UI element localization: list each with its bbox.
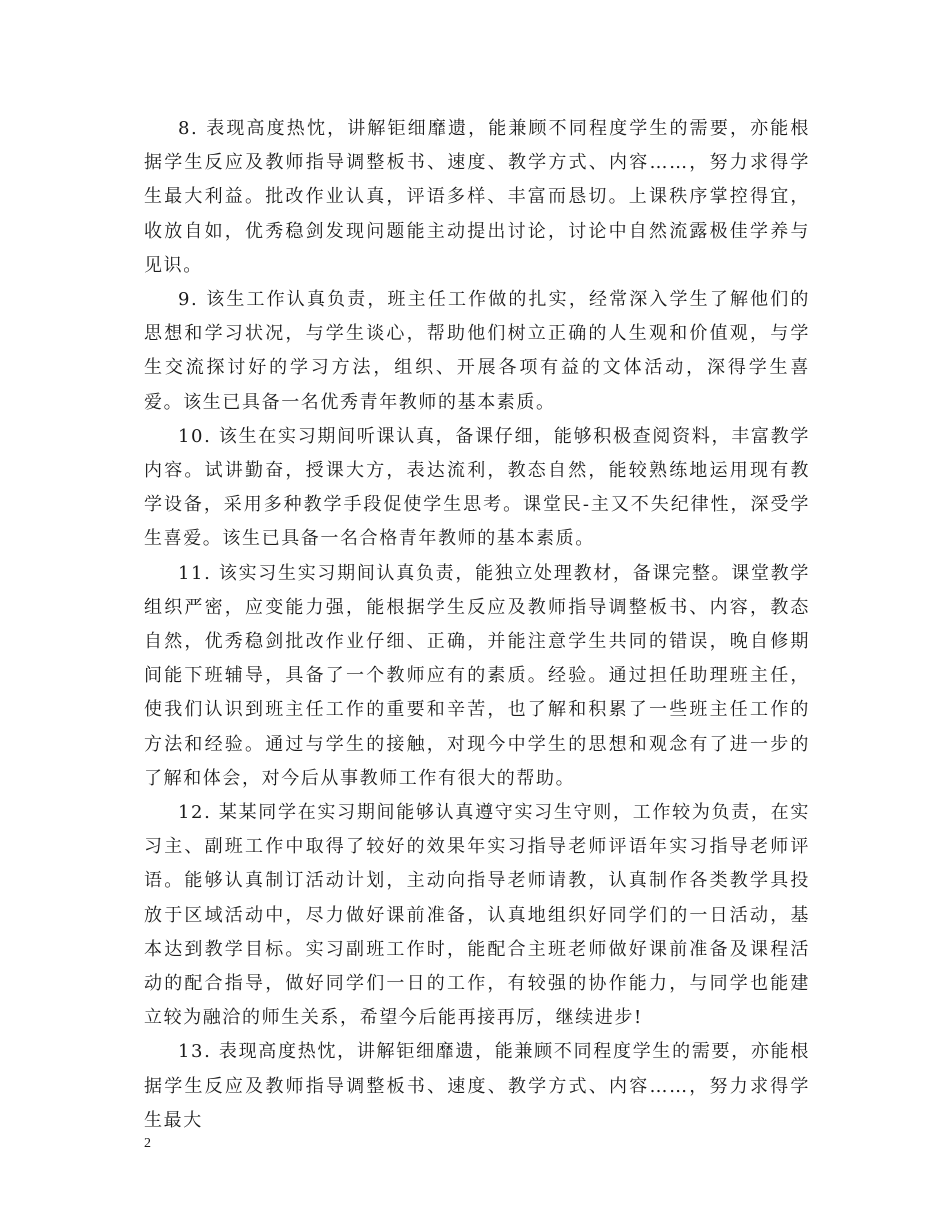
paragraph-8: 8. 表现高度热忱，讲解钜细靡遗，能兼顾不同程度学生的需要，亦能根据学生反应及教师指导调整板书、速度、教学方式、内容……，努力求得学生最大利益。批改作业认真，评语多样、丰富而恳切。上课秩序掌控得宜，收放自如，优秀稳剑发现问题能主动提出讨论，讨论中自然流露极佳学养与见识。 <box>144 118 810 276</box>
paragraph-12: 12. 某某同学在实习期间能够认真遵守实习生守则，工作较为负责，在实习主、副班工作中取得了较好的效果年实习指导老师评语年实习指导老师评语。能够认真制订活动计划，主动向指导老师请教，认真制作各类教学具投放于区域活动中，尽力做好课前准备，认真地组织好同学们的一日活动，基本达到教学目标。实习副班工作时，能配合主班老师做好课前准备及课程活动的配合指导，做好同学们一日的工作，有较强的协作能力，与同学也能建立较为融洽的师生关系，希望今后能再接再厉，继续进步! <box>144 802 810 1029</box>
paragraph-13: 13. 表现高度热忱，讲解钜细靡遗，能兼顾不同程度学生的需要，亦能根据学生反应及教师指导调整板书、速度、教学方式、内容……，努力求得学生最大 <box>144 1041 810 1131</box>
paragraph-9: 9. 该生工作认真负责，班主任工作做的扎实，经常深入学生了解他们的思想和学习状况，与学生谈心，帮助他们树立正确的人生观和价值观，与学生交流探讨好的学习方法，组织、开展各项有益的文体活动，深得学生喜爱。该生已具备一名优秀青年教师的基本素质。 <box>144 289 810 413</box>
paragraph-11: 11. 该实习生实习期间认真负责，能独立处理教材，备课完整。课堂教学组织严密，应变能力强，能根据学生反应及教师指导调整板书、内容，教态自然，优秀稳剑批改作业仔细、正确，并能注意学生共同的错误，晚自修期间能下班辅导，具备了一个教师应有的素质。经验。通过担任助理班主任，使我们认识到班主任工作的重要和辛苦，也了解和积累了一些班主任工作的方法和经验。通过与学生的接触，对现今中学生的思想和观念有了进一步的了解和体会，对今后从事教师工作有很大的帮助。 <box>144 562 810 789</box>
page-number: 2 <box>144 1136 151 1151</box>
paragraph-10: 10. 该生在实习期间听课认真，备课仔细，能够积极查阅资料，丰富教学内容。试讲勤奋，授课大方，表达流利，教态自然，能较熟练地运用现有教学设备，采用多种教学手段促使学生思考。课堂民-主又不失纪律性，深受学生喜爱。该生已具备一名合格青年教师的基本素质。 <box>144 425 810 550</box>
page-content <box>144 112 810 1138</box>
